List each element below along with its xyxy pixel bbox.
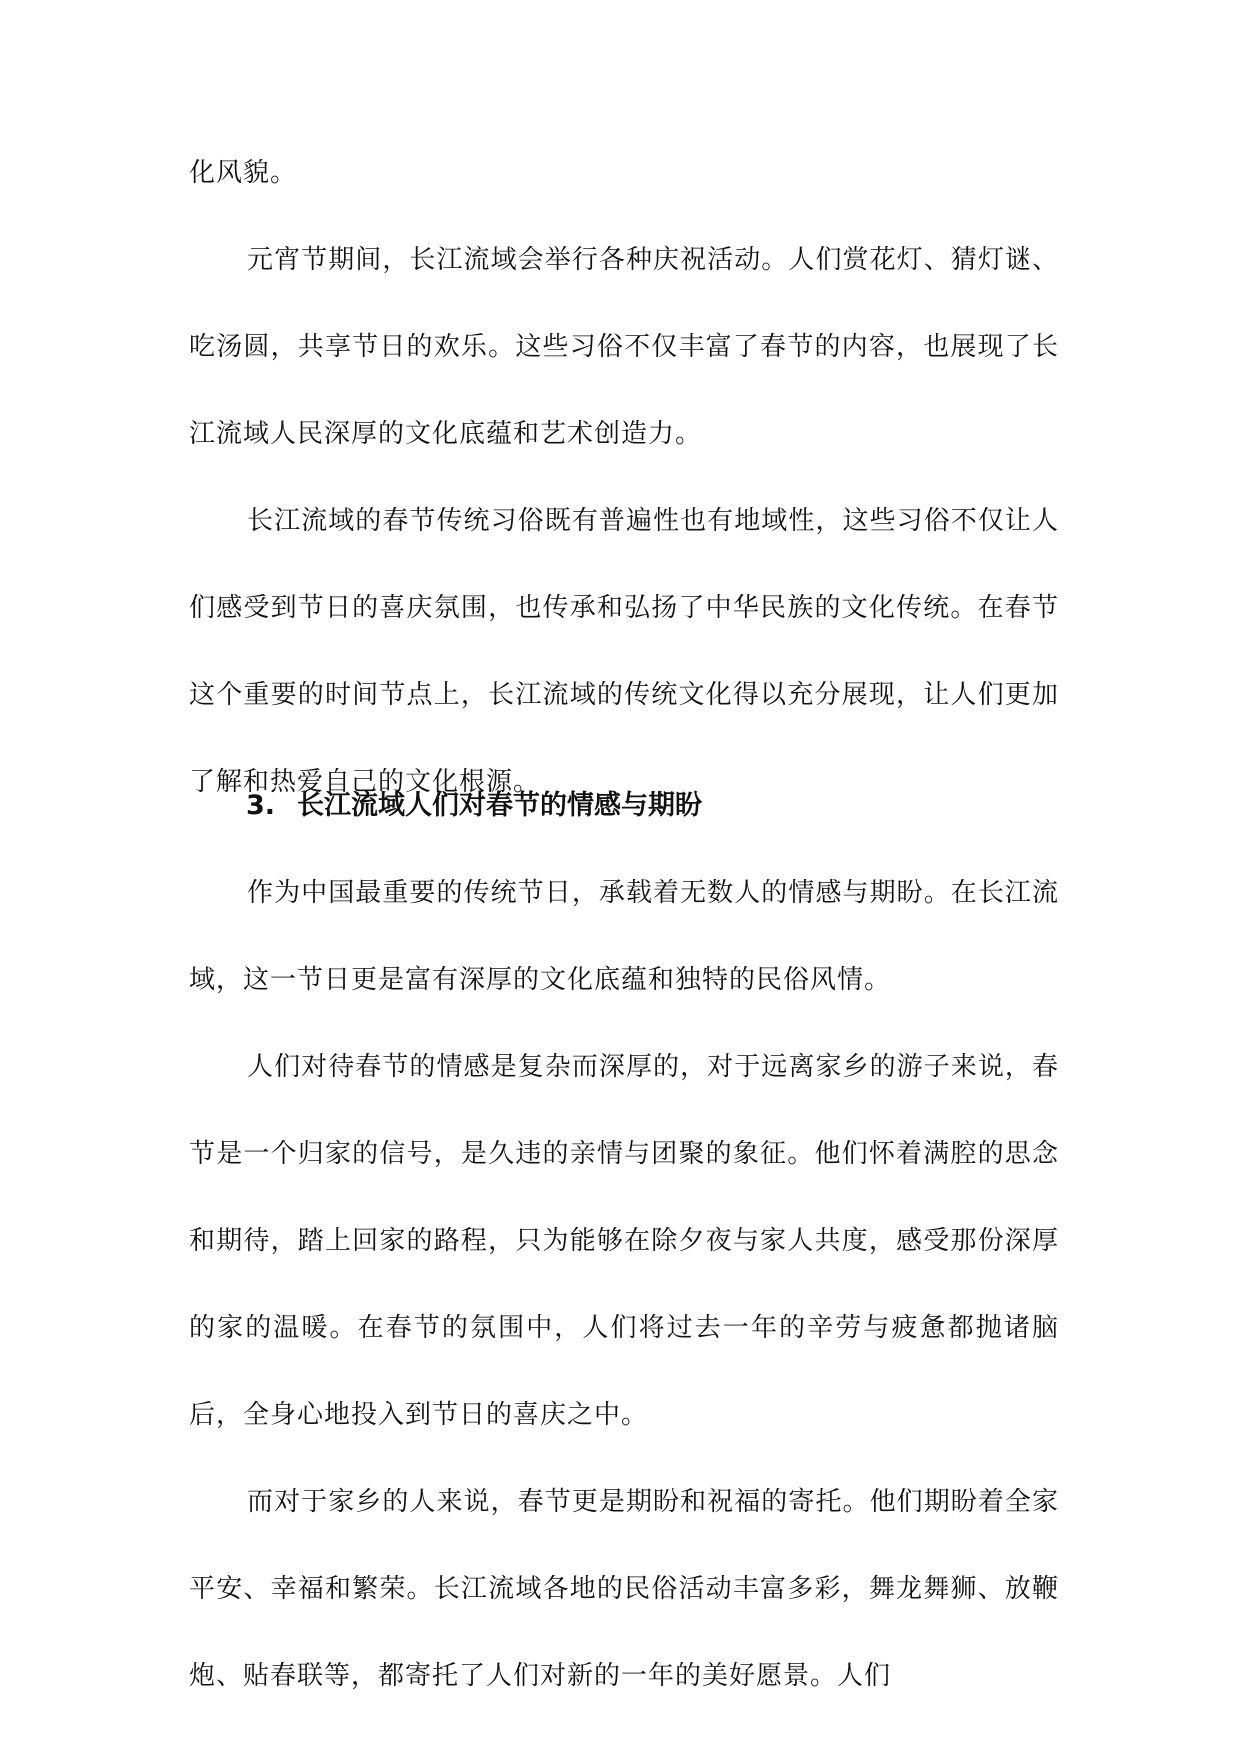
section-number: 3.	[246, 790, 276, 821]
paragraph-lantern-festival: 元宵节期间，长江流域会举行各种庆祝活动。人们赏花灯、猜灯谜、吃汤圆，共享节日的欢乐。这些习俗不仅丰富了春节的内容，也展现了长江流域人民深厚的文化底蕴和艺术创造力。	[189, 245, 1059, 449]
section-title: 长江流域人们对春节的情感与期盼	[297, 790, 703, 821]
paragraph-hometown: 而对于家乡的人来说，春节更是期盼和祝福的寄托。他们期盼着全家平安、幸福和繁荣。长江流域各地的民俗活动丰富多彩，舞龙舞狮、放鞭炮、贴春联等，都寄托了人们对新的一年的美好愿景。人们	[189, 1487, 1059, 1691]
section-heading	[246, 776, 702, 836]
text-block-top	[189, 130, 1059, 826]
paragraph-customs-summary: 长江流域的春节传统习俗既有普遍性也有地域性，这些习俗不仅让人们感受到节日的喜庆氛围，也传承和弘扬了中华民族的文化传统。在春节这个重要的时间节点上，长江流域的传统文化得以充分展现，让人们更加了解和热爱自己的文化根源。	[189, 506, 1059, 797]
paragraph-festival-intro: 作为中国最重要的传统节日，承载着无数人的情感与期盼。在长江流域，这一节日更是富有深厚的文化底蕴和独特的民俗风情。	[189, 878, 1059, 995]
paragraph-wanderers: 人们对待春节的情感是复杂而深厚的，对于远离家乡的游子来说，春节是一个归家的信号，是久违的亲情与团聚的象征。他们怀着满腔的思念和期待，踏上回家的路程，只为能够在除夕夜与家人共度，感受那份深厚的家的温暖。在春节的氛围中，人们将过去一年的辛劳与疲惫都抛诸脑后，全身心地投入到节日的喜庆之中。	[189, 1052, 1059, 1430]
continuation-text: 化风貌。	[189, 158, 298, 188]
text-block-bottom	[189, 850, 1059, 1720]
